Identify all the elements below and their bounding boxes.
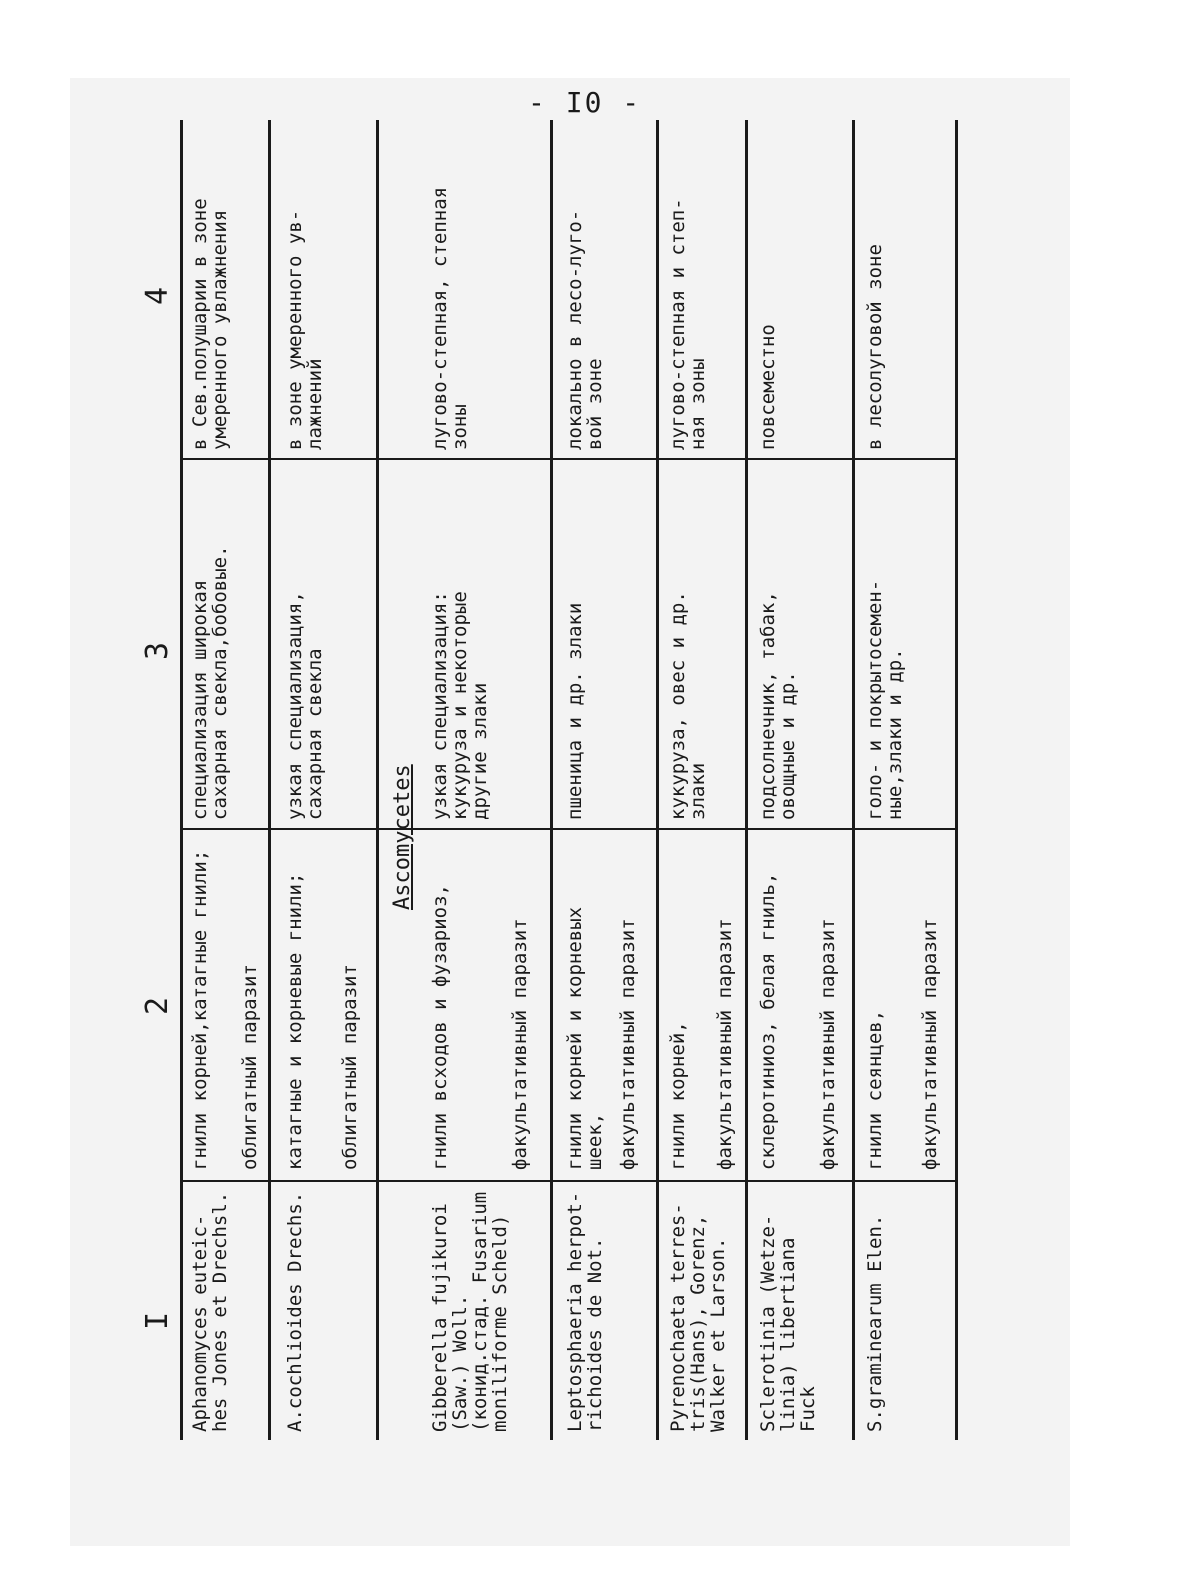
column-divider bbox=[180, 828, 958, 830]
table-cell-species: Sclerotinia (Wetze- linia) libertiana Fuck bbox=[757, 1214, 819, 1432]
row-divider bbox=[745, 120, 748, 1440]
row-divider bbox=[852, 120, 855, 1440]
page-number: - I0 - bbox=[528, 86, 642, 119]
table-cell-specialization: кукуруза, овес и др. злаки bbox=[667, 591, 709, 820]
table-cell-zone: повсеместно bbox=[757, 324, 779, 450]
table-cell-disease: гнили сеянцев, bbox=[864, 1009, 886, 1170]
table-cell-parasitism: облигатный паразит bbox=[339, 964, 361, 1170]
table-cell-parasitism: факультативный паразит bbox=[509, 918, 531, 1170]
table-cell-specialization: специализация широкая сахарная свекла,бобовые. bbox=[189, 545, 231, 820]
row-divider bbox=[268, 120, 271, 1440]
row-divider bbox=[376, 120, 379, 1440]
column-number-3: 3 bbox=[140, 641, 175, 660]
table-cell-specialization: узкая специализация: кукуруза и некоторые другие злаки bbox=[429, 591, 491, 820]
column-number-1: I bbox=[140, 1311, 175, 1330]
table-cell-species: S.graminearum Elen. bbox=[864, 1214, 886, 1432]
row-divider bbox=[656, 120, 659, 1440]
table-cell-parasitism: факультативный паразит bbox=[919, 918, 941, 1170]
column-number-2: 2 bbox=[140, 996, 175, 1015]
column-number-4: 4 bbox=[140, 286, 175, 305]
table-cell-zone: лугово-степная, степная зоны bbox=[429, 186, 471, 450]
row-divider bbox=[180, 120, 183, 1440]
table-cell-zone: в лесолуговой зоне bbox=[864, 244, 886, 450]
table-cell-disease: гнили корней,катагные гнили; bbox=[189, 849, 211, 1170]
table-cell-specialization: подсолнечник, табак, овощные и др. bbox=[757, 591, 799, 820]
table-cell-zone: лугово-степная и степ- ная зоны bbox=[667, 198, 709, 450]
table-cell-species: Aphanomyces euteic- hes Jones et Drechsl. bbox=[189, 1191, 231, 1432]
table-cell-zone: в Сев.полушарии в зоне умеренного увлажнения bbox=[189, 198, 231, 450]
row-divider bbox=[550, 120, 553, 1440]
table-cell-zone: в зоне умеренного ув- лажнений bbox=[284, 209, 326, 450]
table-cell-parasitism: факультативный паразит bbox=[617, 918, 639, 1170]
table-cell-zone: локально в лесо-луго- вой зоне bbox=[564, 209, 606, 450]
row-divider bbox=[955, 120, 958, 1440]
table-cell-parasitism: факультативный паразит bbox=[817, 918, 839, 1170]
column-divider bbox=[180, 1180, 958, 1182]
table-cell-species: Pyrenochaeta terres- tris(Hans), Gorenz, Walker et Larson. bbox=[667, 1203, 729, 1432]
table-cell-disease: гнили всходов и фузариоз, bbox=[429, 884, 451, 1170]
table-cell-specialization: пшеница и др. злаки bbox=[564, 602, 586, 820]
rotated-table bbox=[140, 120, 990, 1440]
section-heading: Ascomycetes bbox=[390, 764, 415, 910]
table-cell-parasitism: облигатный паразит bbox=[239, 964, 261, 1170]
table-cell-disease: склеротиниоз, белая гниль, bbox=[757, 872, 779, 1170]
table-cell-species: Gibberella fujikuroi (Saw.) Woll. (конид.стад. Fusarium moniliforme Scheld) bbox=[429, 1191, 511, 1432]
column-divider bbox=[180, 458, 958, 460]
table-cell-disease: гнили корней, bbox=[667, 1021, 689, 1170]
table-cell-disease: гнили корней и корневых шеек, bbox=[564, 906, 606, 1170]
table-cell-disease: катагные и корневые гнили; bbox=[284, 872, 306, 1170]
table-cell-parasitism: факультативный паразит bbox=[714, 918, 736, 1170]
table-cell-specialization: узкая специализация, сахарная свекла bbox=[284, 591, 326, 820]
table-cell-specialization: голо- и покрытосемен- ные,злаки и др. bbox=[864, 579, 906, 820]
table-cell-species: Leptosphaeria herpot- richoides de Not. bbox=[564, 1191, 606, 1432]
table-cell-species: A.cochlioides Drechs. bbox=[284, 1191, 306, 1432]
